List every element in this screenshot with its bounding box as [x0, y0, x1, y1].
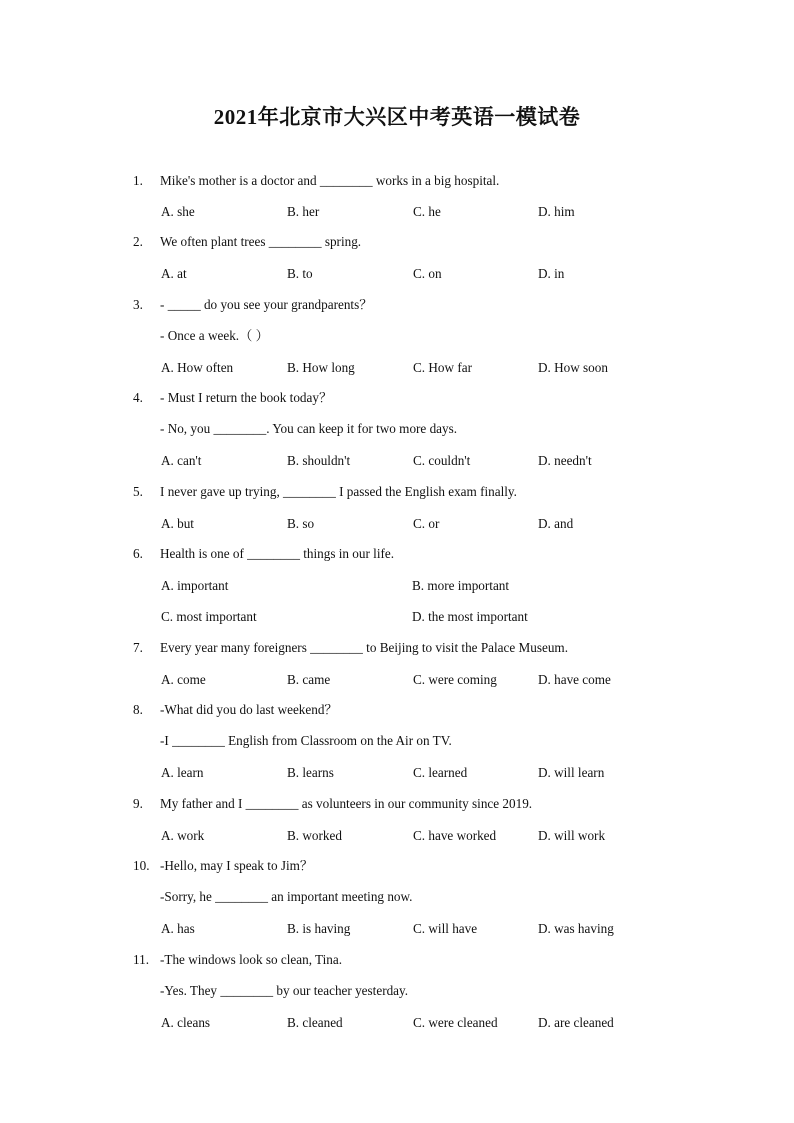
option-c: C. he	[413, 204, 441, 219]
option-a: A. learn	[161, 765, 204, 780]
question-11-line-2	[0, 981, 794, 1001]
question-stem: -Hello, may I speak to Jim？	[160, 858, 314, 873]
options-row	[0, 607, 794, 627]
option-d: D. are cleaned	[538, 1015, 614, 1030]
question-stem: Health is one of ________ things in our life.	[160, 546, 395, 561]
option-a: A. important	[161, 578, 229, 593]
options-row	[0, 826, 794, 846]
question-stem: -Yes. They ________ by our teacher yesterday.	[160, 983, 409, 998]
options-row	[0, 919, 794, 939]
question-stem: - _____ do you see your grandparents？	[160, 297, 373, 312]
question-5	[0, 482, 794, 502]
option-d: D. was having	[538, 921, 614, 936]
option-c: C. will have	[413, 921, 478, 936]
question-number: 7.	[133, 640, 143, 655]
question-number: 3.	[133, 297, 143, 312]
question-stem: -I ________ English from Classroom on the Air on TV.	[160, 733, 452, 748]
question-stem: I never gave up trying, ________ I passed the English exam finally.	[160, 484, 517, 499]
question-6	[0, 544, 794, 564]
option-b: B. is having	[287, 921, 351, 936]
question-stem: My father and I ________ as volunteers in our community since 2019.	[160, 796, 533, 811]
question-number: 5.	[133, 484, 143, 499]
question-4	[0, 388, 794, 408]
option-c: C. have worked	[413, 828, 497, 843]
option-a: A. she	[161, 204, 195, 219]
option-b: B. How long	[287, 360, 355, 375]
option-c: C. were coming	[413, 672, 497, 687]
option-d: D. the most important	[412, 609, 528, 624]
option-a: A. come	[161, 672, 206, 687]
question-1	[0, 171, 794, 191]
question-stem: -The windows look so clean, Tina.	[160, 952, 343, 967]
option-b: B. her	[287, 204, 320, 219]
question-number: 10.	[133, 858, 150, 873]
question-stem: We often plant trees ________ spring.	[160, 234, 362, 249]
option-b: B. shouldn't	[287, 453, 351, 468]
question-10-line-2	[0, 887, 794, 907]
options-row	[0, 1013, 794, 1033]
options-row	[0, 514, 794, 534]
question-number: 4.	[133, 390, 143, 405]
options-row	[0, 451, 794, 471]
question-10	[0, 856, 794, 876]
options-row	[0, 202, 794, 222]
question-stem: Every year many foreigners ________ to Beijing to visit the Palace Museum.	[160, 640, 568, 655]
option-a: A. How often	[161, 360, 234, 375]
options-row	[0, 763, 794, 783]
option-b: B. to	[287, 266, 313, 281]
option-b: B. learns	[287, 765, 334, 780]
question-4-line-2	[0, 419, 794, 439]
option-c: C. learned	[413, 765, 468, 780]
option-b: B. more important	[412, 578, 510, 593]
option-d: D. have come	[538, 672, 611, 687]
option-b: B. came	[287, 672, 331, 687]
option-a: A. can't	[161, 453, 202, 468]
question-number: 6.	[133, 546, 143, 561]
question-11	[0, 950, 794, 970]
options-row	[0, 264, 794, 284]
option-a: A. cleans	[161, 1015, 211, 1030]
question-stem: Mike's mother is a doctor and ________ works in a big hospital.	[160, 173, 500, 188]
question-9	[0, 794, 794, 814]
options-row	[0, 576, 794, 596]
option-c: C. most important	[161, 609, 257, 624]
option-a: A. but	[161, 516, 194, 531]
option-b: B. cleaned	[287, 1015, 343, 1030]
question-number: 11.	[133, 952, 149, 967]
option-c: C. How far	[413, 360, 472, 375]
option-a: A. has	[161, 921, 195, 936]
question-stem: - Once a week.（ ）	[160, 328, 269, 343]
question-8-line-2	[0, 731, 794, 751]
option-d: D. needn't	[538, 453, 592, 468]
question-stem: - No, you ________. You can keep it for two more days.	[160, 421, 458, 436]
option-c: C. on	[413, 266, 442, 281]
question-stem: -Sorry, he ________ an important meeting now.	[160, 889, 413, 904]
option-d: D. and	[538, 516, 574, 531]
option-d: D. him	[538, 204, 575, 219]
option-c: C. or	[413, 516, 440, 531]
question-number: 2.	[133, 234, 143, 249]
question-stem: - Must I return the book today？	[160, 390, 333, 405]
option-a: A. work	[161, 828, 205, 843]
question-number: 9.	[133, 796, 143, 811]
exam-title: 2021年北京市大兴区中考英语一模试卷	[213, 105, 581, 129]
question-3	[0, 295, 794, 315]
question-stem: -What did you do last weekend？	[160, 702, 338, 717]
option-d: D. will work	[538, 828, 606, 843]
options-row	[0, 358, 794, 378]
question-number: 8.	[133, 702, 143, 717]
option-d: D. in	[538, 266, 565, 281]
question-8	[0, 700, 794, 720]
question-2	[0, 232, 794, 252]
option-d: D. How soon	[538, 360, 608, 375]
option-b: B. so	[287, 516, 315, 531]
question-7	[0, 638, 794, 658]
options-row	[0, 670, 794, 690]
option-b: B. worked	[287, 828, 342, 843]
option-c: C. were cleaned	[413, 1015, 498, 1030]
option-d: D. will learn	[538, 765, 605, 780]
option-a: A. at	[161, 266, 187, 281]
question-number: 1.	[133, 173, 143, 188]
option-c: C. couldn't	[413, 453, 471, 468]
question-3-line-2	[0, 326, 794, 346]
